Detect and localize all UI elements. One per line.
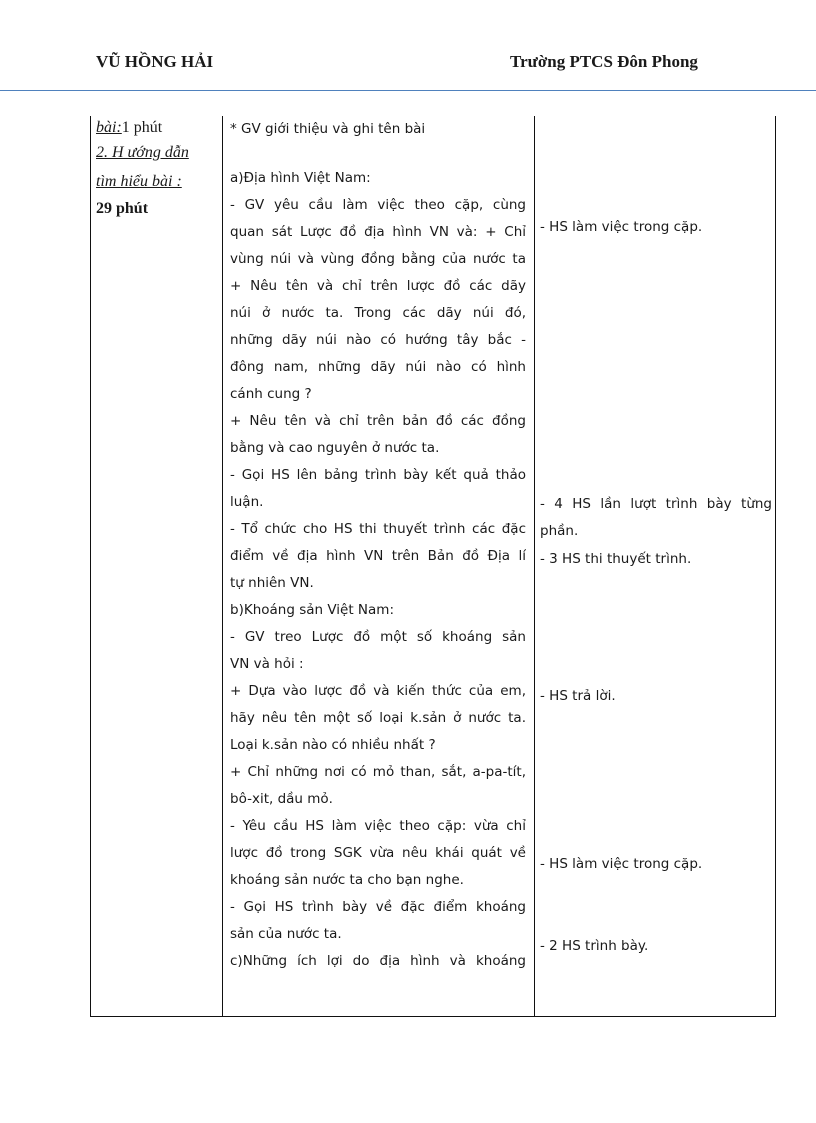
- teacher-line: quan sát Lược đồ địa hình VN và: + Chỉ: [230, 224, 526, 240]
- teacher-line: - GV yêu cầu làm việc theo cặp, cùng: [230, 197, 526, 213]
- teacher-line: - Gọi HS trình bày về đặc điểm khoáng: [230, 899, 526, 915]
- section-duration: 29 phút: [96, 200, 149, 217]
- column-divider-1: [222, 116, 223, 1016]
- student-line: - 4 HS lần lượt trình bày từng: [540, 496, 772, 512]
- table-border-left: [90, 116, 91, 1016]
- student-line: - 2 HS trình bày.: [540, 938, 649, 954]
- teacher-line: luận.: [230, 494, 264, 510]
- section-heading-line-2: tìm hiểu bài :: [96, 173, 182, 190]
- time-column: [96, 116, 220, 221]
- header-rule: [0, 90, 816, 91]
- teacher-line: - Tổ chức cho HS thi thuyết trình các đặc: [230, 521, 526, 537]
- teacher-activity-column: [230, 116, 526, 975]
- lesson-table: [90, 116, 776, 1016]
- teacher-line: bô-xit, dầu mỏ.: [230, 791, 333, 807]
- teacher-line: hãy nêu tên một số loại k.sản ở nước ta.: [230, 710, 526, 726]
- school-name: Trường PTCS Đôn Phong: [510, 52, 698, 71]
- teacher-line: đông nam, những dãy núi nào có hình: [230, 359, 526, 375]
- student-line: phần.: [540, 523, 579, 539]
- table-border-bottom: [90, 1016, 776, 1017]
- teacher-line: núi ở nước ta. Trong các dãy núi đó,: [230, 305, 526, 321]
- teacher-line: + Nêu tên và chỉ trên lược đồ các dãy: [230, 278, 526, 294]
- time-line-1-label: bài:: [96, 119, 122, 136]
- teacher-line: + Chỉ những nơi có mỏ than, sắt, a-pa-tít,: [230, 764, 526, 780]
- author-name: VŨ HỒNG HẢI: [96, 52, 214, 71]
- teacher-line: - Gọi HS lên bảng trình bày kết quả thảo: [230, 467, 526, 483]
- teacher-line: - GV treo Lược đồ một số khoáng sản: [230, 629, 526, 645]
- teacher-line: a)Địa hình Việt Nam:: [230, 170, 371, 186]
- teacher-line: những dãy núi nào có hướng tây bắc -: [230, 332, 526, 348]
- teacher-line: + Nêu tên và chỉ trên bản đồ các đồng: [230, 413, 526, 429]
- table-border-right: [775, 116, 776, 1016]
- teacher-line: VN và hỏi :: [230, 656, 304, 672]
- section-heading-line-1: 2. H ướng dẫn: [96, 144, 189, 161]
- column-divider-2: [534, 116, 535, 1016]
- teacher-line: tự nhiên VN.: [230, 575, 314, 591]
- teacher-line: khoáng sản nước ta cho bạn nghe.: [230, 872, 464, 888]
- teacher-line: điểm về địa hình VN trên Bản đồ Địa lí: [230, 548, 526, 564]
- page-header: [0, 0, 816, 92]
- time-line-1: [96, 116, 220, 139]
- student-line: - HS trả lời.: [540, 688, 616, 704]
- teacher-line: lược đồ trong SGK vừa nêu khái quát về: [230, 845, 526, 861]
- teacher-line: vùng núi và vùng đồng bằng của nước ta: [230, 251, 526, 267]
- student-line: - HS làm việc trong cặp.: [540, 219, 703, 235]
- teacher-line: cánh cung ?: [230, 386, 312, 402]
- teacher-line: sản của nước ta.: [230, 926, 342, 942]
- teacher-line: Loại k.sản nào có nhiều nhất ?: [230, 737, 436, 753]
- teacher-line: b)Khoáng sản Việt Nam:: [230, 602, 394, 618]
- teacher-line: * GV giới thiệu và ghi tên bài: [230, 121, 426, 137]
- student-line: - 3 HS thi thuyết trình.: [540, 551, 692, 567]
- student-line: - HS làm việc trong cặp.: [540, 856, 703, 872]
- teacher-line: bằng và cao nguyên ở nước ta.: [230, 440, 440, 456]
- time-line-1-value: 1 phút: [121, 119, 163, 136]
- teacher-line: c)Những ích lợi do địa hình và khoáng: [230, 953, 526, 969]
- teacher-line: + Dựa vào lược đồ và kiến thức của em,: [230, 683, 526, 699]
- teacher-line: - Yêu cầu HS làm việc theo cặp: vừa chỉ: [230, 818, 526, 834]
